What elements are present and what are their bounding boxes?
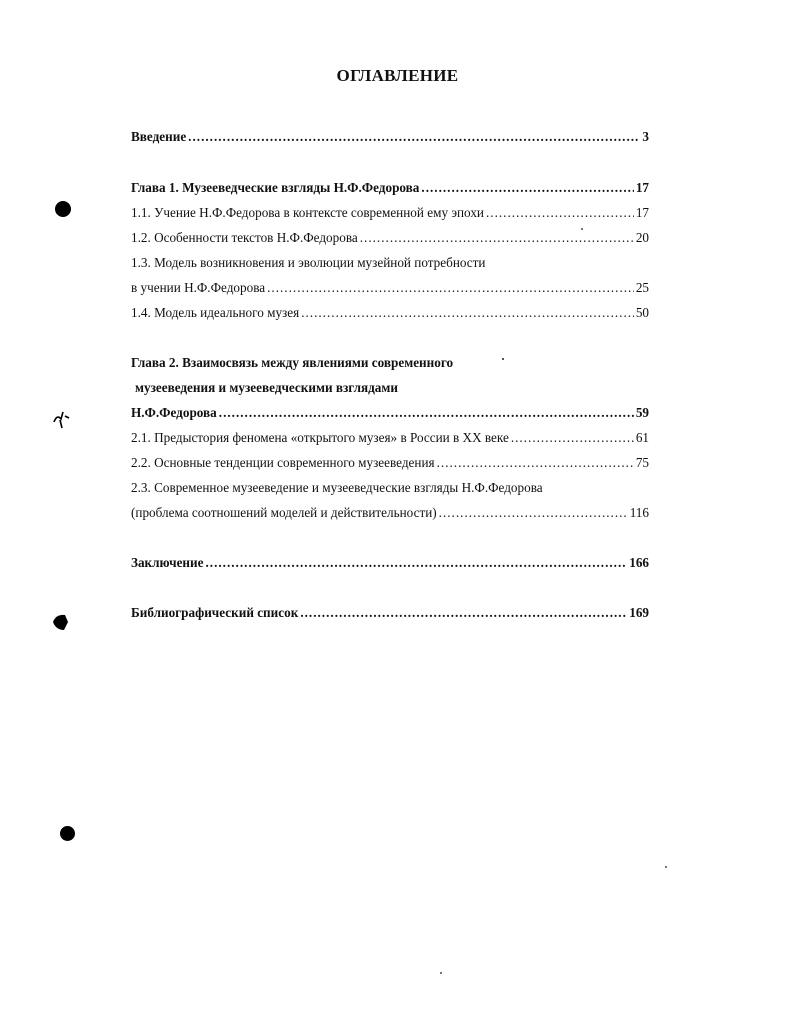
toc-entry-section-1-1[interactable] <box>131 204 649 222</box>
toc-page-number: 59 <box>635 405 649 420</box>
toc-entry-section-1-2[interactable] <box>131 229 649 247</box>
toc-entry-label: Введение <box>131 129 187 144</box>
scan-speck-mark <box>581 228 583 230</box>
toc-leader-dots <box>205 554 627 572</box>
scan-speck-mark <box>440 972 442 974</box>
toc-leader-dots <box>439 504 628 522</box>
toc-entry-label: Библиографический список <box>131 605 299 620</box>
toc-leader-dots <box>511 429 634 447</box>
toc-entry-label: 2.1. Предыстория феномена «открытого музея» в России в XX веке <box>131 430 509 445</box>
toc-page-number: 17 <box>635 205 649 220</box>
toc-entry-bibliography[interactable] <box>131 604 649 622</box>
toc-leader-dots <box>267 279 634 297</box>
toc-entry-section-1-3[interactable] <box>131 279 649 297</box>
toc-entry-label: в учении Н.Ф.Федорова <box>131 280 266 295</box>
toc-page-number: 17 <box>635 180 649 195</box>
punch-hole-mark <box>55 201 71 217</box>
toc-leader-dots <box>421 179 633 197</box>
toc-page-number: 169 <box>629 605 649 620</box>
toc-leader-dots <box>486 204 634 222</box>
toc-page-number: 75 <box>635 455 649 470</box>
toc-leader-dots <box>437 454 634 472</box>
toc-page-number: 61 <box>635 430 649 445</box>
scan-speck-mark <box>50 410 72 430</box>
toc-entry-label: Н.Ф.Федорова <box>131 405 217 420</box>
toc-page-number: 50 <box>635 305 649 320</box>
toc-entry-label: 1.1. Учение Н.Ф.Федорова в контексте современной ему эпохи <box>131 205 484 220</box>
toc-chapter2-heading-line1: Глава 2. Взаимосвязь между явлениями современного <box>131 355 454 370</box>
toc-page-number: 166 <box>629 555 649 570</box>
toc-leader-dots <box>300 604 627 622</box>
punch-hole-mark <box>60 826 75 841</box>
toc-entry-section-2-3[interactable] <box>131 504 649 522</box>
toc-leader-dots <box>360 229 634 247</box>
toc-entry-label: (проблема соотношений моделей и действительности) <box>131 505 437 520</box>
toc-entry-section-1-4[interactable] <box>131 304 649 322</box>
toc-page-number: 25 <box>635 280 649 295</box>
toc-entry-label: 2.2. Основные тенденции современного музееведения <box>131 455 435 470</box>
toc-entry-section-2-3-line1: 2.3. Современное музееведение и музееведческие взгляды Н.Ф.Федорова <box>131 480 543 495</box>
page-title: ОГЛАВЛЕНИЕ <box>336 66 459 85</box>
toc-entry-label: 1.4. Модель идеального музея <box>131 305 300 320</box>
toc-entry-introduction[interactable] <box>131 128 649 146</box>
toc-entry-section-1-3-line1: 1.3. Модель возникновения и эволюции музейной потребности <box>131 255 486 270</box>
scan-speck-mark <box>665 866 667 868</box>
punch-hole-mark <box>50 612 72 632</box>
toc-entry-conclusion[interactable] <box>131 554 649 572</box>
toc-page-number: 20 <box>635 230 649 245</box>
toc-leader-dots <box>219 404 634 422</box>
toc-entry-section-2-2[interactable] <box>131 454 649 472</box>
toc-entry-chapter1[interactable] <box>131 179 649 197</box>
toc-entry-label: Глава 1. Музееведческие взгляды Н.Ф.Федорова <box>131 180 420 195</box>
toc-entry-label: 1.2. Особенности текстов Н.Ф.Федорова <box>131 230 358 245</box>
toc-page-number: 116 <box>629 505 649 520</box>
toc-page-number: 3 <box>642 129 649 144</box>
toc-leader-dots <box>301 304 634 322</box>
scan-speck-mark <box>502 358 504 360</box>
toc-chapter2-heading-line2: музееведения и музееведческими взглядами <box>135 380 398 395</box>
toc-entry-label: Заключение <box>131 555 204 570</box>
toc-entry-section-2-1[interactable] <box>131 429 649 447</box>
toc-leader-dots <box>188 128 640 146</box>
toc-entry-chapter2[interactable] <box>131 404 649 422</box>
